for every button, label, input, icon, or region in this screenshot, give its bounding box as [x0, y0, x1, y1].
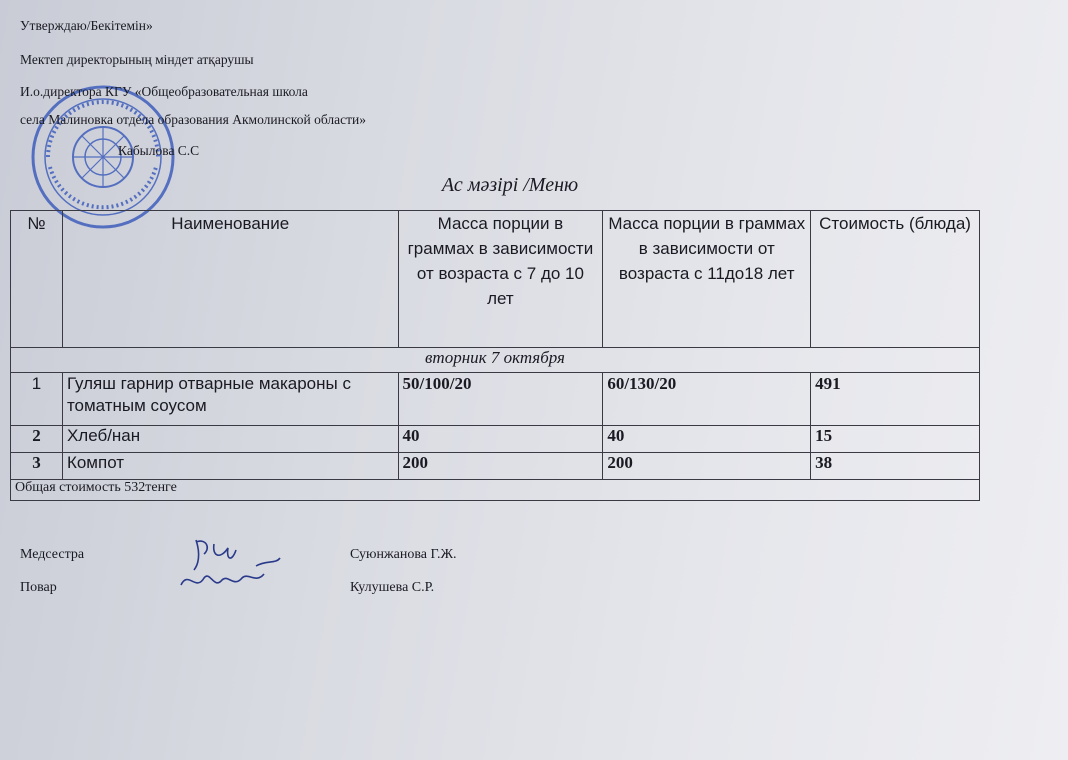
cook-name: Кулушева С.Р.	[350, 580, 435, 595]
nurse-name: Суюнжанова Г.Ж.	[350, 547, 457, 562]
handwritten-signature-icon	[176, 530, 286, 600]
day-row	[11, 348, 980, 373]
row-cost: 38	[811, 453, 980, 480]
page-title: Ас мәзірі /Меню	[441, 174, 579, 196]
approve-line: Утверждаю/Бекітемін»	[20, 18, 153, 33]
row-cost: 491	[811, 373, 980, 426]
position-ru-line: И.о.директора КГУ «Общеобразовательная школа	[20, 84, 308, 99]
table-header-row	[11, 211, 980, 348]
row-mass-7-10: 50/100/20	[398, 373, 603, 426]
row-number: 1	[11, 373, 63, 426]
column-header-mass-7-10: Масса порции в граммах в зависимости от возраста с 7 до 10 лет	[398, 211, 603, 348]
nurse-role: Медсестра	[20, 547, 85, 562]
row-mass-7-10: 40	[398, 426, 603, 453]
column-header-name: Наименование	[62, 211, 398, 348]
row-number: 3	[11, 453, 63, 480]
column-header-cost: Стоимость (блюда)	[811, 211, 980, 348]
column-header-number: №	[11, 211, 63, 348]
total-cost: Общая стоимость 532тенге	[11, 480, 980, 501]
row-name: Хлеб/нан	[62, 426, 398, 453]
cook-role: Повар	[20, 580, 57, 595]
table-row	[11, 453, 980, 480]
row-mass-11-18: 200	[603, 453, 811, 480]
table-row	[11, 373, 980, 426]
column-header-mass-11-18: Масса порции в граммах в зависимости от возраста с 11до18 лет	[603, 211, 811, 348]
row-mass-11-18: 40	[603, 426, 811, 453]
total-row	[11, 480, 980, 501]
row-mass-11-18: 60/130/20	[603, 373, 811, 426]
day-label: вторник 7 октября	[11, 348, 980, 373]
row-mass-7-10: 200	[398, 453, 603, 480]
row-cost: 15	[811, 426, 980, 453]
signatory-name: Кабылова С.С	[118, 143, 200, 158]
menu-table	[10, 210, 980, 501]
row-name: Гуляш гарнир отварные макароны с томатным соусом	[62, 373, 398, 426]
row-name: Компот	[62, 453, 398, 480]
table-row	[11, 426, 980, 453]
organization-line: села Малиновка отдела образования Акмолинской области»	[20, 112, 366, 127]
row-number: 2	[11, 426, 63, 453]
position-kz-line: Мектеп директорының міндет атқарушы	[20, 52, 254, 67]
